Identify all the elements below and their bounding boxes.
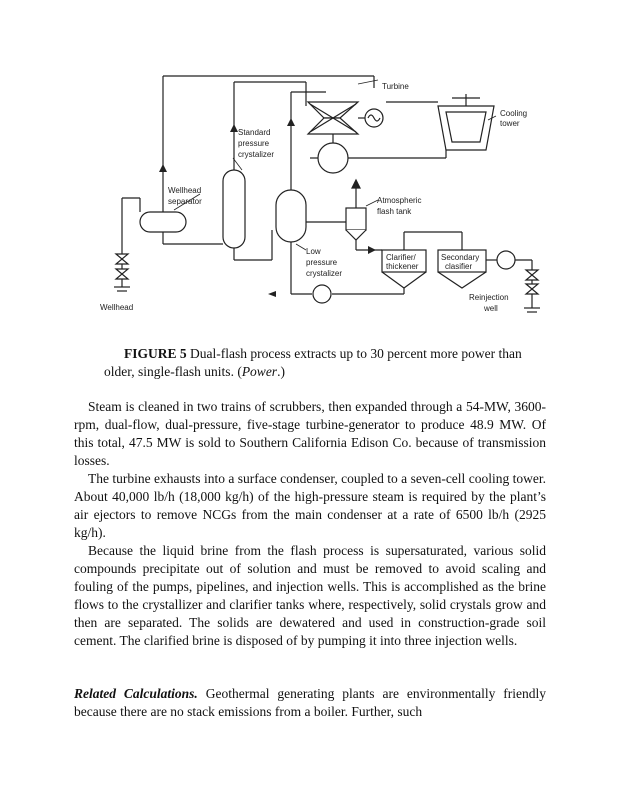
figure-caption [104,345,546,381]
paragraph-turbine-exhaust: The turbine exhausts into a surface condenser, coupled to a seven-cell cooling tower. About 40,000 lb/h (18,000 kg/h) of the high-pressure steam is required by the plant’s air ejectors to remove NCGs from the main condenser at a rate of 6500 lb/h (2925 kg/h). [74,471,546,540]
paragraph-brine-solids: Because the liquid brine from the flash process is supersaturated, various solid compounds precipitate out of solution and must be removed to avoid scaling and fouling of the pumps, pipelines, and injection wells. This is accomplished as the brine flows to the crystallizer and clarifier tanks where, respectively, solid crystals grow and then are separated. The solids are dewatered and used in construction-grade soil cement. The clarified brine is disposed of by pumping it into three injection wells. [74,543,546,648]
label-cooling-tower: Cooling [500,109,528,118]
label-low-pressure-crystalizer: pressure [306,258,338,267]
dual-flash-process-diagram [96,72,552,320]
paragraph-steam-cleaning: Steam is cleaned in two trains of scrubbers, then expanded through a 54-MW, 3600-rpm, dual-flow, dual-pressure, five-stage turbine-generator to produce 48.9 MW. Of this total, 47.5 MW is sold to Southern California Edison Co. because of transmission losses. [74,399,546,468]
label-standard-pressure-crystalizer: pressure [238,139,270,148]
caption-end: .) [277,364,285,379]
label-low-pressure-crystalizer: crystalizer [306,269,343,278]
label-wellhead-separator: separator [168,197,202,206]
label-clarifier-thickener: Clarifier/ [386,253,416,262]
caption-text: Dual-flash process extracts up to 30 percent more power than older, single-flash units. ( [104,346,522,379]
label-reinjection-well: Reinjection [469,293,509,302]
label-atmospheric-flash-tank: flash tank [377,207,412,216]
label-standard-pressure-crystalizer: crystalizer [238,150,275,159]
label-reinjection-well: well [484,304,498,313]
label-standard-pressure-crystalizer: Standard [238,128,271,137]
label-clarifier-thickener: thickener [386,262,419,271]
figure-number: FIGURE 5 [124,346,187,361]
label-wellhead-separator: Wellhead [168,186,202,195]
related-calculations-heading: Related Calculations. [74,686,198,701]
label-atmospheric-flash-tank: Atmospheric [377,196,422,205]
related-calculations-text: Geothermal generating plants are environmentally friendly because there are no stack emissions from a boiler. Further, such [74,686,546,719]
label-secondary-clasifier: Secondary [441,253,480,262]
label-secondary-clasifier: clasifier [445,262,473,271]
label-turbine: Turbine [382,82,409,91]
paragraph-related-calculations [74,685,546,721]
label-cooling-tower: tower [500,119,520,128]
label-wellhead: Wellhead [100,303,134,312]
label-low-pressure-crystalizer: Low [306,247,321,256]
caption-source: Power [241,364,278,379]
